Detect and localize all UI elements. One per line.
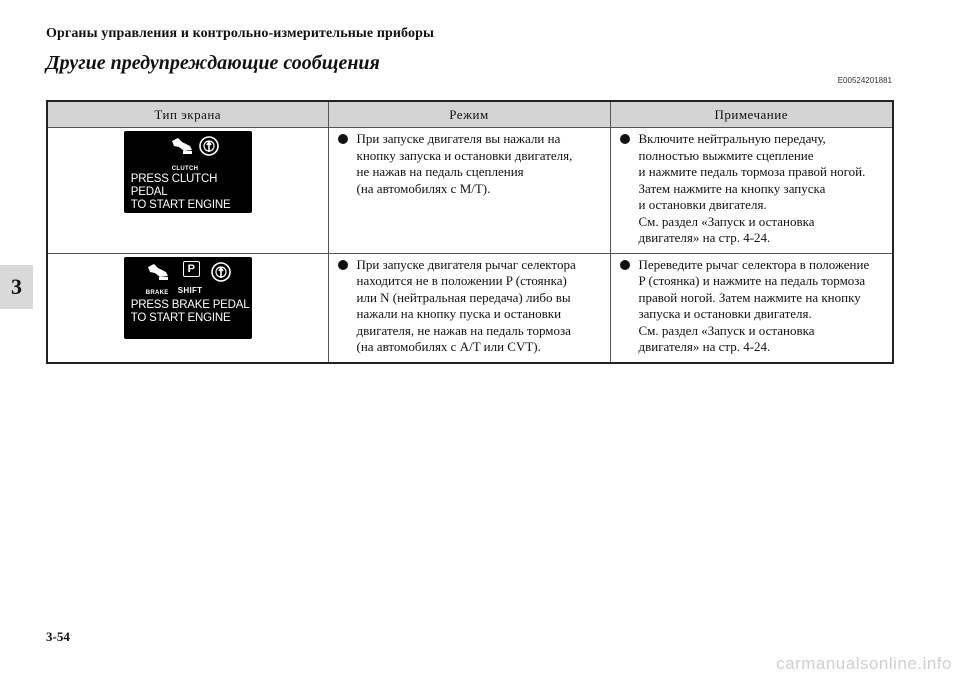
note-cell	[610, 128, 893, 254]
note-text: Переведите рычаг селектора в положение P (стоянка) и нажмите на педаль тормоза правой ногой. Затем нажмите на кнопку запуска и остановки двигателя. См. раздел «Запуск и остановка двигателя» на стр. 4-24.	[638, 256, 870, 354]
screen-type-cell	[47, 253, 328, 363]
table-row	[47, 253, 893, 363]
chapter-number: 3	[11, 274, 22, 299]
bullet-icon	[338, 134, 348, 144]
bullet-icon	[338, 260, 348, 270]
chapter-tab	[0, 265, 33, 309]
mode-cell	[328, 128, 610, 254]
running-header: Органы управления и контрольно-измерительные приборы	[46, 26, 434, 41]
brake-warning-screen	[124, 257, 252, 339]
section-code: E00524201881	[837, 76, 892, 85]
foot-press-icon	[170, 137, 194, 155]
bullet-icon	[620, 260, 630, 270]
clutch-label: CLUTCH	[171, 166, 199, 172]
mode-text: При запуске двигателя рычаг селектора находится не в положении P (стоянка) или N (нейтральная передача) либо вы нажали на кнопку пуска и остановки двигателя, не нажав на педаль тормоза (на автомобилях с A/T или CVT).	[356, 256, 576, 354]
shift-p-indicator: P	[183, 261, 200, 277]
start-button-icon	[210, 261, 232, 283]
start-button-icon	[198, 135, 220, 157]
clutch-warning-screen	[124, 131, 252, 213]
note-text: Включите нейтральную передачу, полностью выжмите сцепление и нажмите педаль тормоза правой ногой. Затем нажмите на кнопку запуска и остановки двигателя. См. раздел «Запуск и остановка двигателя» на стр. 4-24.	[638, 131, 866, 245]
brake-screen-message: PRESS BRAKE PEDAL TO START ENGINE	[130, 298, 250, 324]
screen-type-cell	[47, 128, 328, 254]
brake-label: BRAKE	[145, 289, 169, 296]
table-row	[47, 128, 893, 254]
foot-press-icon	[146, 263, 170, 281]
bullet-icon	[620, 134, 630, 144]
watermark: carmanualsonline.info	[776, 654, 952, 673]
column-header-mode: Режим	[328, 101, 610, 128]
column-header-note: Примечание	[610, 101, 893, 128]
warning-messages-table	[46, 100, 894, 364]
note-cell	[610, 253, 893, 363]
mode-text: При запуске двигателя вы нажали на кнопку запуска и остановки двигателя, не нажав на педаль сцепления (на автомобилях с M/T).	[356, 131, 573, 196]
column-header-screen-type: Тип экрана	[47, 101, 328, 128]
clutch-screen-message: PRESS CLUTCH PEDAL TO START ENGINE	[130, 173, 231, 211]
section-title: Другие предупреждающие сообщения	[46, 52, 380, 74]
shift-label: SHIFT	[177, 285, 203, 295]
page-number: 3-54	[46, 629, 70, 644]
mode-cell	[328, 253, 610, 363]
table-header-row	[47, 101, 893, 128]
